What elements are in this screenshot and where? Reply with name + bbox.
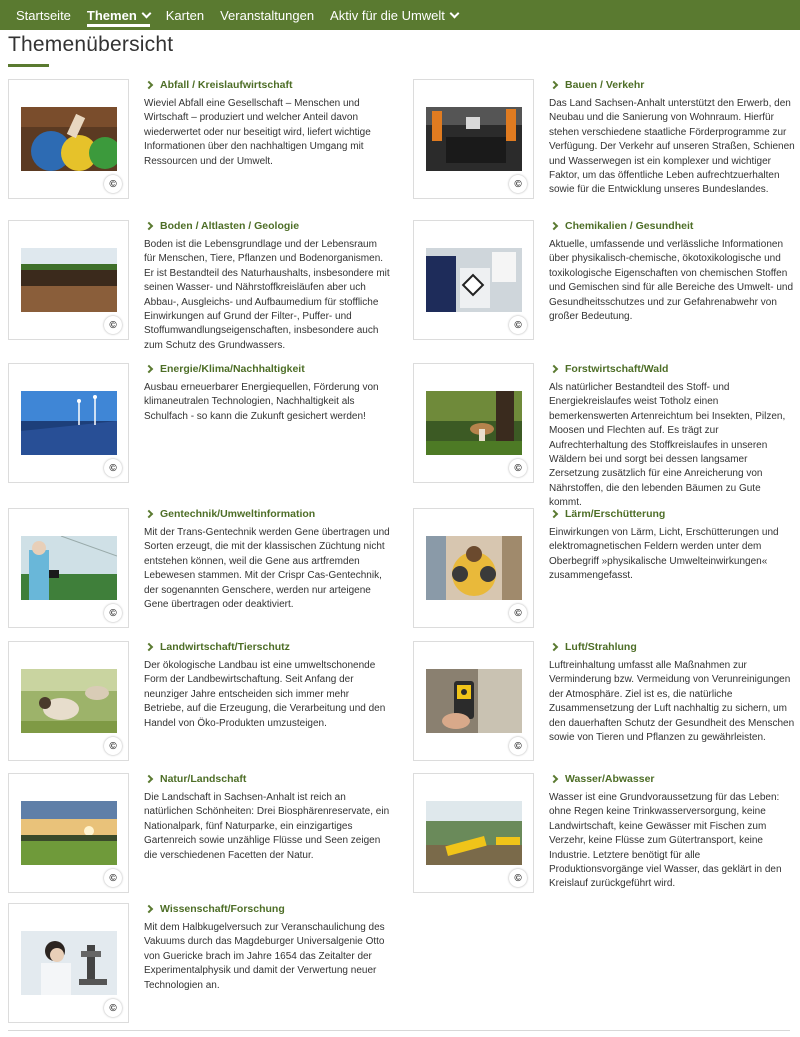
title-underline [8,64,49,67]
topic-link[interactable] [144,79,292,91]
topic-card [413,363,798,509]
topic-title: Chemikalien / Gesundheit [565,220,694,232]
topic-title: Landwirtschaft/Tierschutz [160,641,290,653]
recycling-bins-photo [21,107,117,171]
topic-link[interactable] [144,773,246,785]
topic-description: Die Landschaft in Sachsen-Anhalt ist reich an natürlichen Schönheiten: Drei Biosphärenreservate, ein Nationalpark, fünf Naturparke, ein einzigartiges Gartenreich sowie unzählige Flüsse und Seen zeigen die verschiedenen Facetten der Natur. [144,792,390,861]
topic-thumbnail[interactable] [8,641,129,761]
topic-title: Wissenschaft/Forschung [160,903,285,915]
copyright-badge: © [104,604,122,622]
topic-title: Wasser/Abwasser [565,773,655,785]
sheep-pasture-photo [21,669,117,733]
topic-link[interactable] [549,641,637,653]
page-title: Themenübersicht [8,33,174,56]
nav-item-veranstaltungen[interactable] [212,0,322,30]
nav-label: Aktiv für die Umwelt [330,7,445,23]
road-construction-photo [426,107,522,171]
topic-link[interactable] [144,363,305,375]
copyright-badge: © [104,869,122,887]
chevron-down-icon [449,8,459,18]
topic-thumbnail[interactable] [413,220,534,340]
radiation-meter-photo [426,669,522,733]
topic-thumbnail[interactable] [8,363,129,483]
copyright-badge: © [104,175,122,193]
copyright-badge: © [104,459,122,477]
topic-card [8,220,393,351]
topic-thumbnail[interactable] [8,220,129,340]
topic-card [8,773,393,893]
topic-description: Boden ist die Lebensgrundlage und der Lebensraum für Menschen, Tiere, Pflanzen und Bodenorganismen. Er ist Bestandteil des Naturhaushalts, insbesondere mit seinen Wasser- und Nährstoffkreisläufen aber uch Abbau-, Ausgleichs- und Aufbaumedium für stoffliche Einwirkungen auf Grund der Filter-, Puffer- und Stoffumwandlungseigenschaften, insbesondere auch zum Schutz des Grundwassers. [144,239,390,351]
topic-thumbnail[interactable] [8,79,129,199]
copyright-badge: © [104,737,122,755]
copyright-badge: © [509,175,527,193]
copyright-badge: © [104,316,122,334]
topic-title: Gentechnik/Umweltinformation [160,508,316,520]
topic-title: Luft/Strahlung [565,641,637,653]
topic-card [8,903,393,1023]
copyright-badge: © [509,604,527,622]
nav-item-aktiv-fuer-die-umwelt[interactable] [322,0,466,30]
main-navigation [0,0,800,30]
topic-card [413,220,798,340]
chevron-right-icon [550,510,558,518]
topic-thumbnail[interactable] [413,508,534,628]
topic-title: Lärm/Erschütterung [565,508,666,520]
topic-thumbnail[interactable] [413,773,534,893]
topic-description: Der ökologische Landbau ist eine umweltschonende Form der Landbewirtschaftung. Seit Anfang der neunziger Jahre entscheiden sich immer mehr Betriebe, auf die Erzeugung, die Verarbeitung und den Handel von Öko-Produkten umzusteigen. [144,660,386,729]
landscape-sunset-photo [21,801,117,865]
chevron-right-icon [145,905,153,913]
nav-label: Startseite [16,7,71,23]
topic-link[interactable] [144,641,290,653]
chevron-right-icon [550,643,558,651]
wastewater-pipe-photo [426,801,522,865]
topic-link[interactable] [549,363,668,375]
topic-thumbnail[interactable] [8,903,129,1023]
topic-link[interactable] [144,508,315,520]
topic-thumbnail[interactable] [413,363,534,483]
topic-link[interactable] [549,79,644,91]
bottom-divider [8,1030,790,1031]
nav-label: Veranstaltungen [220,7,315,23]
forest-mushroom-photo [426,391,522,455]
topic-card [8,79,393,199]
topic-thumbnail[interactable] [8,773,129,893]
copyright-badge: © [509,316,527,334]
topic-card [413,641,798,761]
topic-description: Luftreinhaltung umfasst alle Maßnahmen zur Verminderung bzw. Vermeidung von Verunreinigungen der Atmosphäre. Ziel ist es, die natürliche Zusammensetzung der Luft nachhaltig zu sichern, um den dauerhaften Schutz der Gesundheit des Menschen sowie von Tieren und Pflanzen zu gewährleisten. [549,660,795,744]
nav-label: Themen [86,7,137,23]
topic-description: Aktuelle, umfassende und verlässliche Informationen über physikalisch-chemische, ökotoxikologische und toxikologische Eigenschaften von chemischen Stoffen und Gemischen sind für alle Bereiche des Umwelt- und Gesundheitsschutzes und zur Gefahrenabwehr von großer Bedeutung. [549,239,794,323]
nav-item-startseite[interactable] [0,0,79,30]
chevron-right-icon [145,222,153,230]
topic-link[interactable] [549,220,693,232]
chevron-down-icon [141,8,151,18]
topic-description: Ausbau erneuerbarer Energiequellen, Förderung von klimaneutralen Technologien, Nachhaltigkeit als Schulfach - so kann die Zukunft gesichert werden! [144,382,379,422]
soil-layers-photo [21,248,117,312]
nav-item-themen[interactable] [79,0,158,30]
copyright-badge: © [509,869,527,887]
topic-title: Energie/Klima/Nachhaltigkeit [160,363,305,375]
chevron-right-icon [145,643,153,651]
topic-link[interactable] [144,220,299,232]
topic-card [8,641,393,761]
topic-description: Wieviel Abfall eine Gesellschaft – Menschen und Wirtschaft – produziert und welcher Anteil davon wiederwertet oder nur beseitigt wird, liefert wichtige Informationen über den nachhaltigen Umgang mit Ressourcen und der Umwelt. [144,98,371,167]
topic-description: Das Land Sachsen-Anhalt unterstützt den Erwerb, den Neubau und die Sanierung von Wohnraum. Hierfür stehen verschiedene staatliche Förderprogramme zur Verfügung. Der Verkehr auf unseren Straßen, Schienen und Wasserwegen ist ein komplexer und wichtiger Faktor, um das öffentliche Leben aufrechtzuerhalten sowie für die Entwicklung unseres Bundeslandes. [549,98,795,196]
chevron-right-icon [550,222,558,230]
topic-card [413,508,798,628]
nav-item-karten[interactable] [158,0,212,30]
topic-title: Bauen / Verkehr [565,79,645,91]
topic-title: Boden / Altlasten / Geologie [160,220,300,232]
chevron-right-icon [550,81,558,89]
topic-description: Einwirkungen von Lärm, Licht, Erschütterungen und elektromagnetischen Feldern werden unter dem Oberbegriff »physikalische Umwelteinwirkungen« zusammengefasst. [549,527,779,582]
noise-headphones-photo [426,536,522,600]
chevron-right-icon [550,365,558,373]
topic-link[interactable] [549,508,665,520]
topic-description: Mit der Trans-Gentechnik werden Gene übertragen und Sorten erzeugt, die mit der klassischen Züchtung nicht entstehen können, weil die Gene aus artfremden Lebewesen stammen. Mit der Crispr Cas-Gentechnik, der sogenannten Genschere, werden nur arteigene Gene übertragen oder deaktiviert. [144,527,390,611]
topic-card [8,363,393,483]
topic-thumbnail[interactable] [413,641,534,761]
topic-thumbnail[interactable] [413,79,534,199]
chemical-bottle-photo [426,248,522,312]
nav-label: Karten [165,7,205,23]
topic-card [413,79,798,199]
chevron-right-icon [145,365,153,373]
topic-description: Als natürlicher Bestandteil des Stoff- und Energiekreislaufes weist Totholz einen bemerkenswerten Artenreichtum bei Insekten, Pilzen, Moosen und Flechten auf. Es trägt zur Aufrechterhaltung des Stoffkreislaufes in unseren Wäldern bei und sorgt bei dessen langsamer Zersetzung zusätzlich für eine Anreicherung von Nährstoffen, die den lebenden Bäumen zu Gute kommt. [549,382,786,509]
topic-title: Natur/Landschaft [160,773,247,785]
topic-description: Mit dem Halbkugelversuch zur Veranschaulichung des Vakuums durch das Magdeburger Universalgenie Otto von Guericke brach im Jahre 1654 das Zeitalter der Experimentalphysik und damit der Verwertung neuer Technologien an. [144,922,385,991]
topic-title: Abfall / Kreislaufwirtschaft [160,79,293,91]
topic-card [413,773,798,893]
chevron-right-icon [145,81,153,89]
chevron-right-icon [550,775,558,783]
topic-title: Forstwirtschaft/Wald [565,363,669,375]
microscope-scientist-photo [21,931,117,995]
topic-description: Wasser ist eine Grundvoraussetzung für das Leben: ohne Regen keine Trinkwasserversorgung, keine Landwirtschaft, keine Gewässer mit Fischen zum Verzehr, keine Flüsse zum Gütertransport, keine Industrie. Letztere benötigt für alle Produktionsvorgänge viel Wasser, das geklärt in den Kreislauf zurückgeführt wird. [549,792,782,890]
copyright-badge: © [509,459,527,477]
topic-link[interactable] [144,903,285,915]
solar-wind-photo [21,391,117,455]
topic-link[interactable] [549,773,655,785]
topic-thumbnail[interactable] [8,508,129,628]
topic-card [8,508,393,628]
chevron-right-icon [145,775,153,783]
copyright-badge: © [509,737,527,755]
copyright-badge: © [104,999,122,1017]
chevron-right-icon [145,510,153,518]
greenhouse-scientist-photo [21,536,117,600]
